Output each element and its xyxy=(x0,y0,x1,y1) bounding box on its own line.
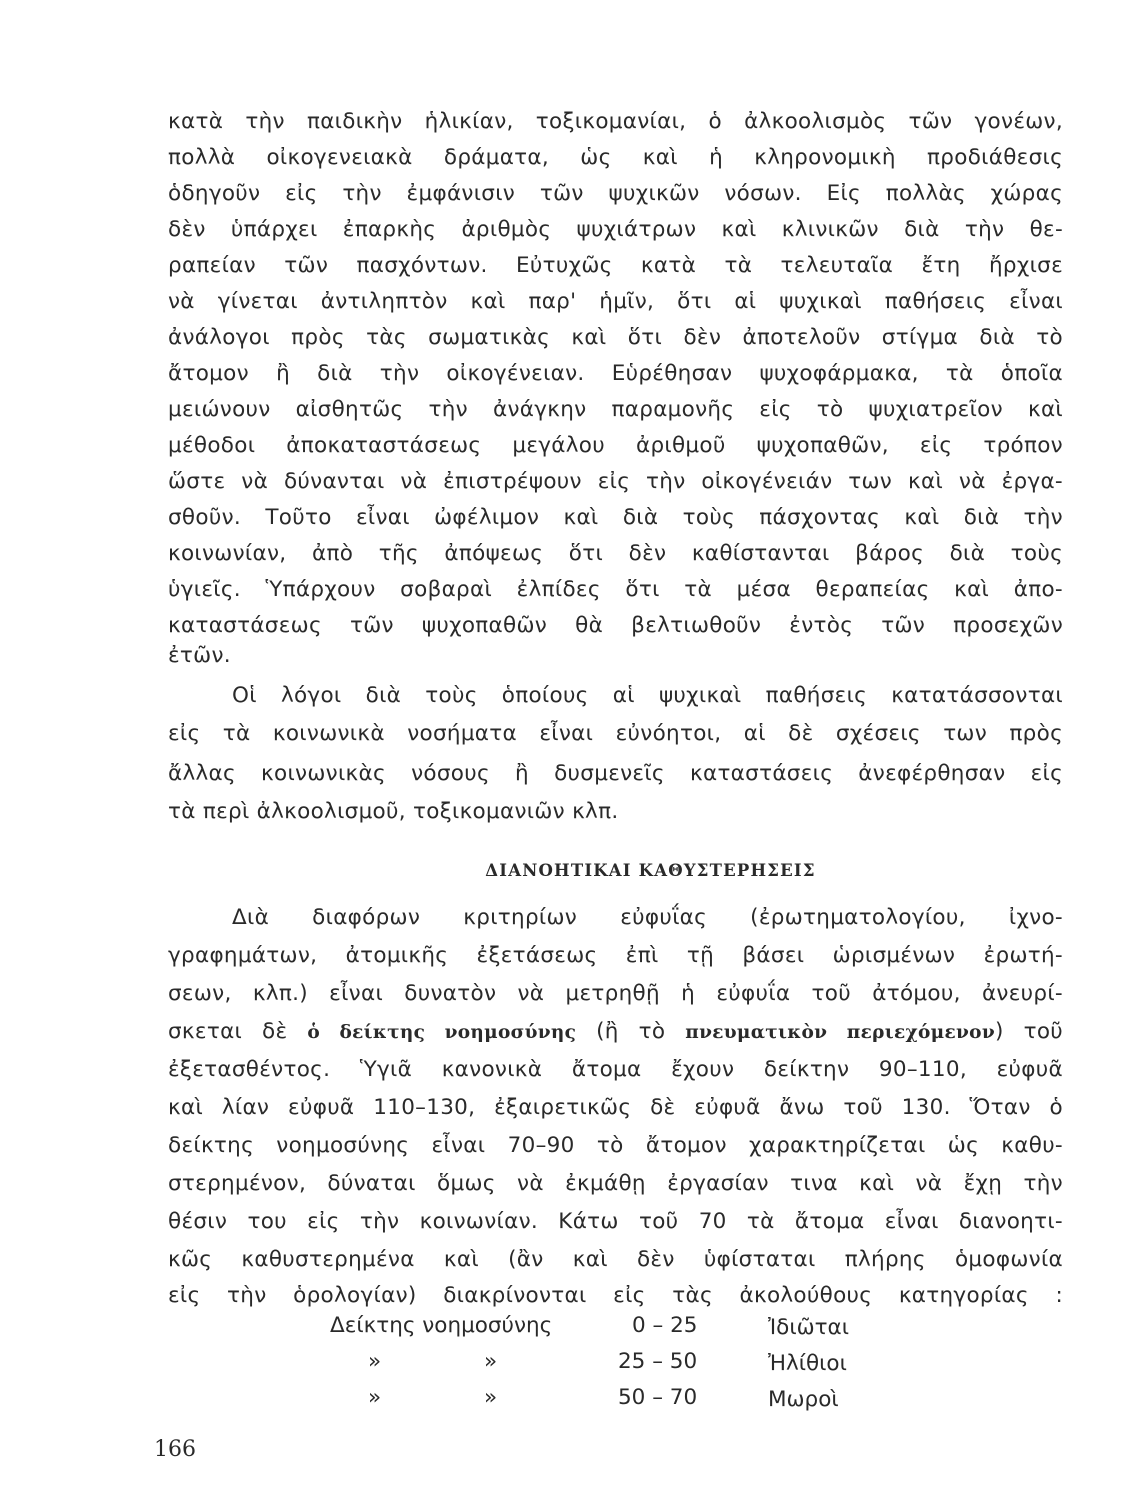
text-line: καταστάσεως τῶν ψυχοπαθῶν θὰ βελτιωθοῦν ἐντὸς τῶν προσεχῶν xyxy=(168,613,1063,638)
text-line: ἄτομον ἢ διὰ τὴν οἰκογένειαν. Εὑρέθησαν ψυχοφάρμακα, τὰ ὁποῖα xyxy=(168,361,1063,386)
text-line: στερημένον, δύναται ὅμως νὰ ἐκμάθῃ ἐργασίαν τινα καὶ νὰ ἔχῃ τὴν xyxy=(168,1171,1063,1196)
section-heading xyxy=(168,856,1063,886)
text-line: ὥστε νὰ δύνανται νὰ ἐπιστρέψουν εἰς τὴν οἰκογένειάν των καὶ νὰ ἐργα- xyxy=(168,469,1063,494)
section-heading-text: ΔΙΑΝΟΗΤΙΚΑΙ ΚΑΘΥΣΤΕΡΗΣΕΙΣ xyxy=(485,861,816,880)
text-line: εἰς τὴν ὁρολογίαν) διακρίνονται εἰς τὰς ἀκολούθους κατηγορίας : xyxy=(168,1283,1063,1308)
text-line: ἀνάλογοι πρὸς τὰς σωματικὰς καὶ ὅτι δὲν ἀποτελοῦν στίγμα διὰ τὸ xyxy=(168,325,1063,350)
text-line: μειώνουν αἰσθητῶς τὴν ἀνάγκην παραμονῆς εἰς τὸ ψυχιατρεῖον καὶ xyxy=(168,397,1063,422)
text-line: κοινωνίαν, ἀπὸ τῆς ἀπόψεως ὅτι δὲν καθίστανται βάρος διὰ τοὺς xyxy=(168,541,1063,566)
term-mental-content: πνευματικὸν περιεχόμενον xyxy=(685,1022,995,1043)
text-line: ὁδηγοῦν εἰς τὴν ἐμφάνισιν τῶν ψυχικῶν νόσων. Εἰς πολλὰς χώρας xyxy=(168,181,1063,206)
text-line: γραφημάτων, ἀτομικῆς ἐξετάσεως ἐπὶ τῇ βάσει ὡρισμένων ἐρωτή- xyxy=(168,943,1063,968)
ditto-mark: » xyxy=(484,1349,498,1374)
ditto-mark: » xyxy=(368,1349,382,1374)
iq-label: Δείκτης νοημοσύνης xyxy=(330,1313,553,1338)
text-line: κατὰ τὴν παιδικὴν ἡλικίαν, τοξικομανίαι, ὁ ἀλκοολισμὸς τῶν γονέων, xyxy=(168,109,1063,134)
text-line: Διὰ διαφόρων κριτηρίων εὐφυΐας (ἐρωτηματολογίου, ἰχνο- xyxy=(232,905,1063,930)
text-line: τὰ περὶ ἀλκοολισμοῦ, τοξικομανιῶν κλπ. xyxy=(168,799,619,824)
text-line: δείκτης νοημοσύνης εἶναι 70–90 τὸ ἄτομον χαρακτηρίζεται ὡς καθυ- xyxy=(168,1133,1063,1158)
text-line: εἰς τὰ κοινωνικὰ νοσήματα εἶναι εὐνόητοι, αἱ δὲ σχέσεις των πρὸς xyxy=(168,721,1063,746)
term-iq: ὁ δείκτης νοημοσύνης xyxy=(307,1022,577,1043)
text-line: κῶς καθυστερημένα καὶ (ἂν καὶ δὲν ὑφίσταται πλήρης ὁμοφωνία xyxy=(168,1247,1063,1272)
text-line: μέθοδοι ἀποκαταστάσεως μεγάλου ἀριθμοῦ ψυχοπαθῶν, εἰς τρόπον xyxy=(168,433,1063,458)
text-segment: (ἢ τὸ xyxy=(576,1019,686,1044)
text-line-with-terms xyxy=(168,1014,1063,1050)
text-line: νὰ γίνεται ἀντιληπτὸν καὶ παρ' ἡμῖν, ὅτι αἱ ψυχικαὶ παθήσεις εἶναι xyxy=(168,289,1063,314)
iq-category: Μωροὶ xyxy=(768,1387,839,1412)
text-line: καὶ λίαν εὐφυᾶ 110–130, ἐξαιρετικῶς δὲ εὐφυᾶ ἄνω τοῦ 130. Ὅταν ὁ xyxy=(168,1095,1063,1120)
text-line: ἐτῶν. xyxy=(168,643,231,668)
text-line: πολλὰ οἰκογενειακὰ δράματα, ὡς καὶ ἡ κληρονομικὴ προδιάθεσις xyxy=(168,145,1063,170)
iq-category: Ἰδιῶται xyxy=(768,1315,849,1340)
text-segment: ) τοῦ xyxy=(994,1019,1064,1044)
iq-range: 25 – 50 xyxy=(618,1349,698,1374)
iq-category: Ἠλίθιοι xyxy=(768,1351,847,1376)
text-line: δὲν ὑπάρχει ἐπαρκὴς ἀριθμὸς ψυχιάτρων καὶ κλινικῶν διὰ τὴν θε- xyxy=(168,217,1063,242)
iq-range: 50 – 70 xyxy=(618,1385,698,1410)
text-line: Οἱ λόγοι διὰ τοὺς ὁποίους αἱ ψυχικαὶ παθήσεις κατατάσσονται xyxy=(232,683,1063,708)
ditto-mark: » xyxy=(484,1385,498,1410)
page-number: 166 xyxy=(154,1437,196,1462)
text-line: σθοῦν. Τοῦτο εἶναι ὠφέλιμον καὶ διὰ τοὺς πάσχοντας καὶ διὰ τὴν xyxy=(168,505,1063,530)
text-line: ἐξετασθέντος. Ὑγιᾶ κανονικὰ ἄτομα ἔχουν δείκτην 90–110, εὐφυᾶ xyxy=(168,1057,1063,1082)
text-line: θέσιν του εἰς τὴν κοινωνίαν. Κάτω τοῦ 70 τὰ ἄτομα εἶναι διανοητι- xyxy=(168,1209,1063,1234)
text-line: σεων, κλπ.) εἶναι δυνατὸν νὰ μετρηθῇ ἡ εὐφυΐα τοῦ ἀτόμου, ἀνευρί- xyxy=(168,981,1063,1006)
text-line: ὑγιεῖς. Ὑπάρχουν σοβαραὶ ἐλπίδες ὅτι τὰ μέσα θεραπείας καὶ ἀπο- xyxy=(168,577,1063,602)
text-segment: σκεται δὲ xyxy=(168,1019,308,1044)
iq-range: 0 – 25 xyxy=(632,1313,698,1338)
text-line: ἄλλας κοινωνικὰς νόσους ἢ δυσμενεῖς καταστάσεις ἀνεφέρθησαν εἰς xyxy=(168,761,1063,786)
ditto-mark: » xyxy=(368,1385,382,1410)
text-line: ραπείαν τῶν πασχόντων. Εὐτυχῶς κατὰ τὰ τελευταῖα ἔτη ἤρχισε xyxy=(168,253,1063,278)
